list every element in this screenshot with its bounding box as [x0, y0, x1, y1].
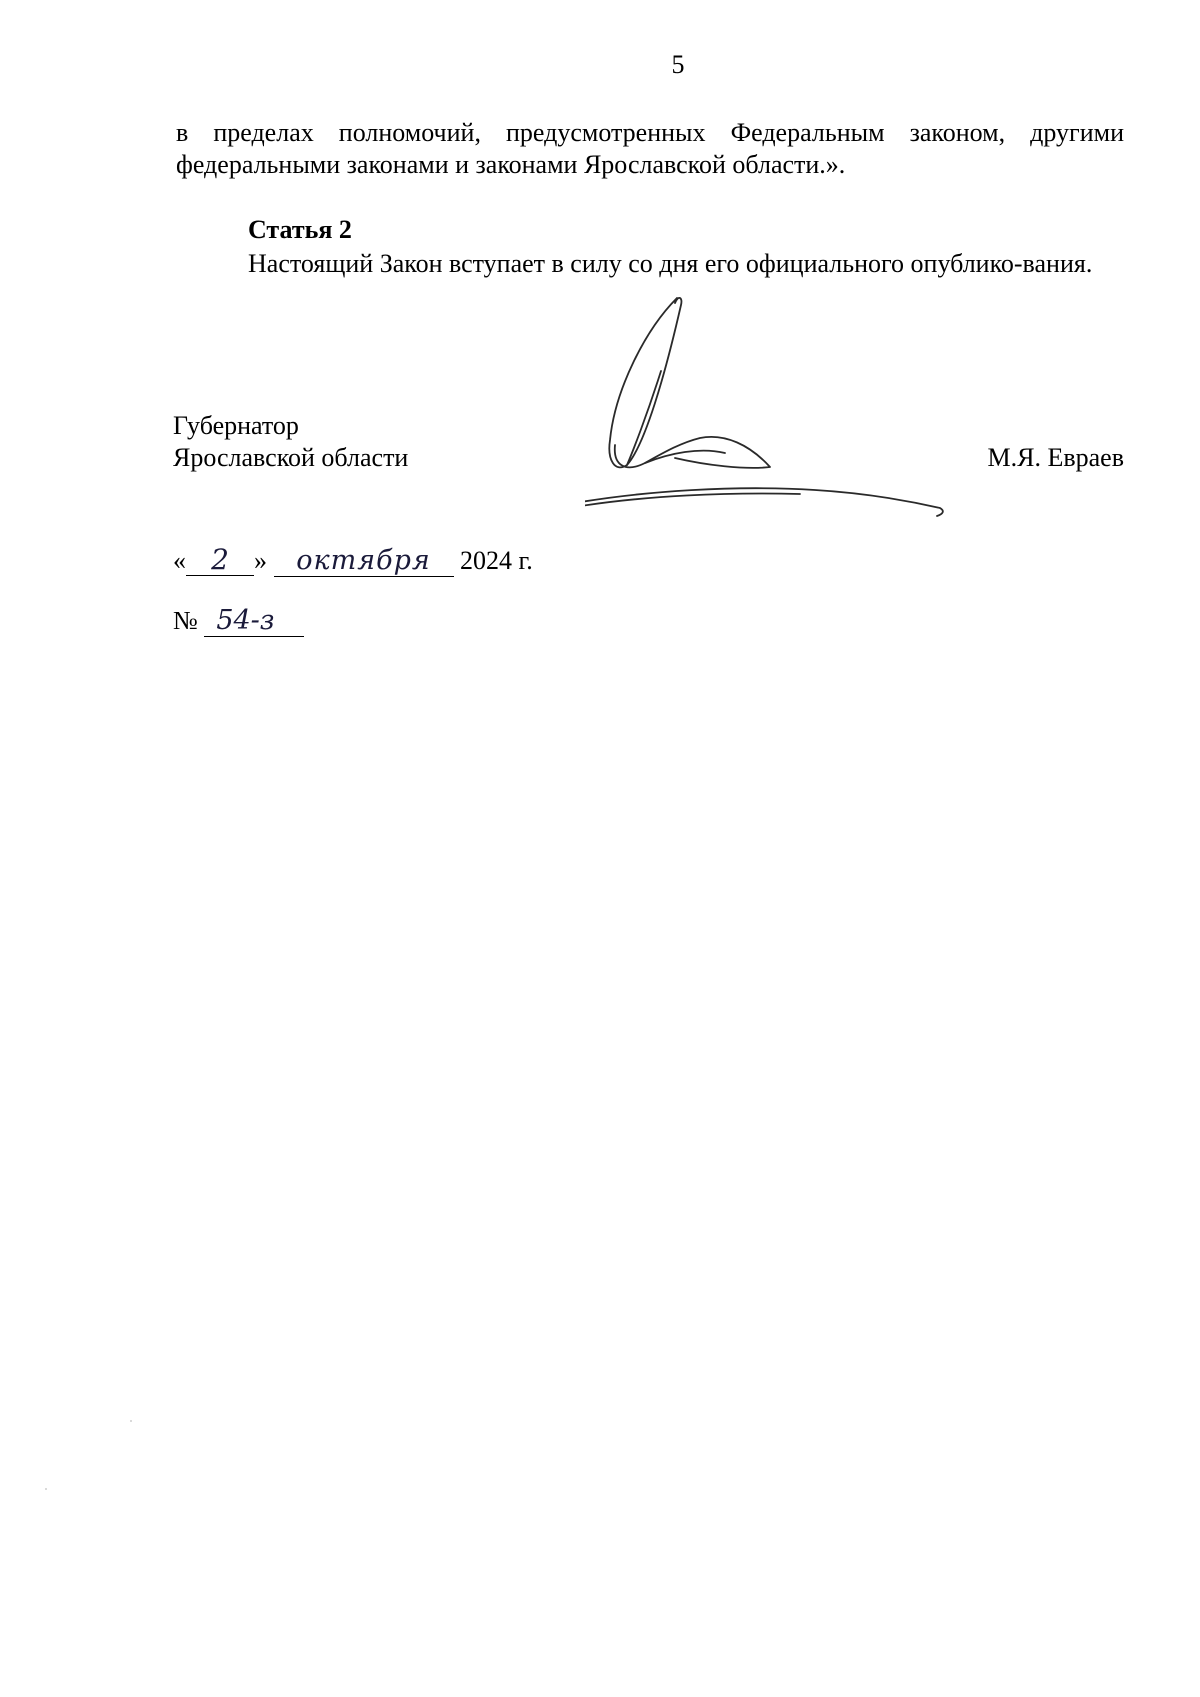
- signer-title: [173, 410, 408, 474]
- date-day-handwritten: 2: [186, 545, 254, 576]
- article-body: Настоящий Закон вступает в силу со дня его официального опублико-вания.: [248, 249, 1093, 278]
- date-year: 2024 г.: [460, 546, 533, 575]
- date-line: [173, 545, 533, 590]
- page-number: 5: [671, 50, 685, 79]
- signer-title-line1: Губернатор: [173, 411, 299, 440]
- law-number-handwritten: 54-з: [204, 606, 304, 637]
- intro-paragraph: в пределах полномочий, предусмотренных Федеральным законом, другими федеральными законами и законами Ярославской области.».: [176, 118, 1124, 179]
- date-close-quote: »: [254, 546, 267, 575]
- law-number-line: [173, 605, 304, 637]
- signer-title-line2: Ярославской области: [173, 443, 409, 472]
- signer-name: М.Я. Евраев: [987, 443, 1124, 472]
- scan-speck: [45, 1488, 47, 1490]
- scan-speck: [130, 1420, 132, 1422]
- article-heading: Статья 2: [248, 215, 352, 244]
- handwritten-signature: [585, 295, 985, 535]
- date-open-quote: «: [173, 546, 186, 575]
- number-sign: №: [173, 606, 198, 635]
- date-month-handwritten: октября: [274, 546, 454, 577]
